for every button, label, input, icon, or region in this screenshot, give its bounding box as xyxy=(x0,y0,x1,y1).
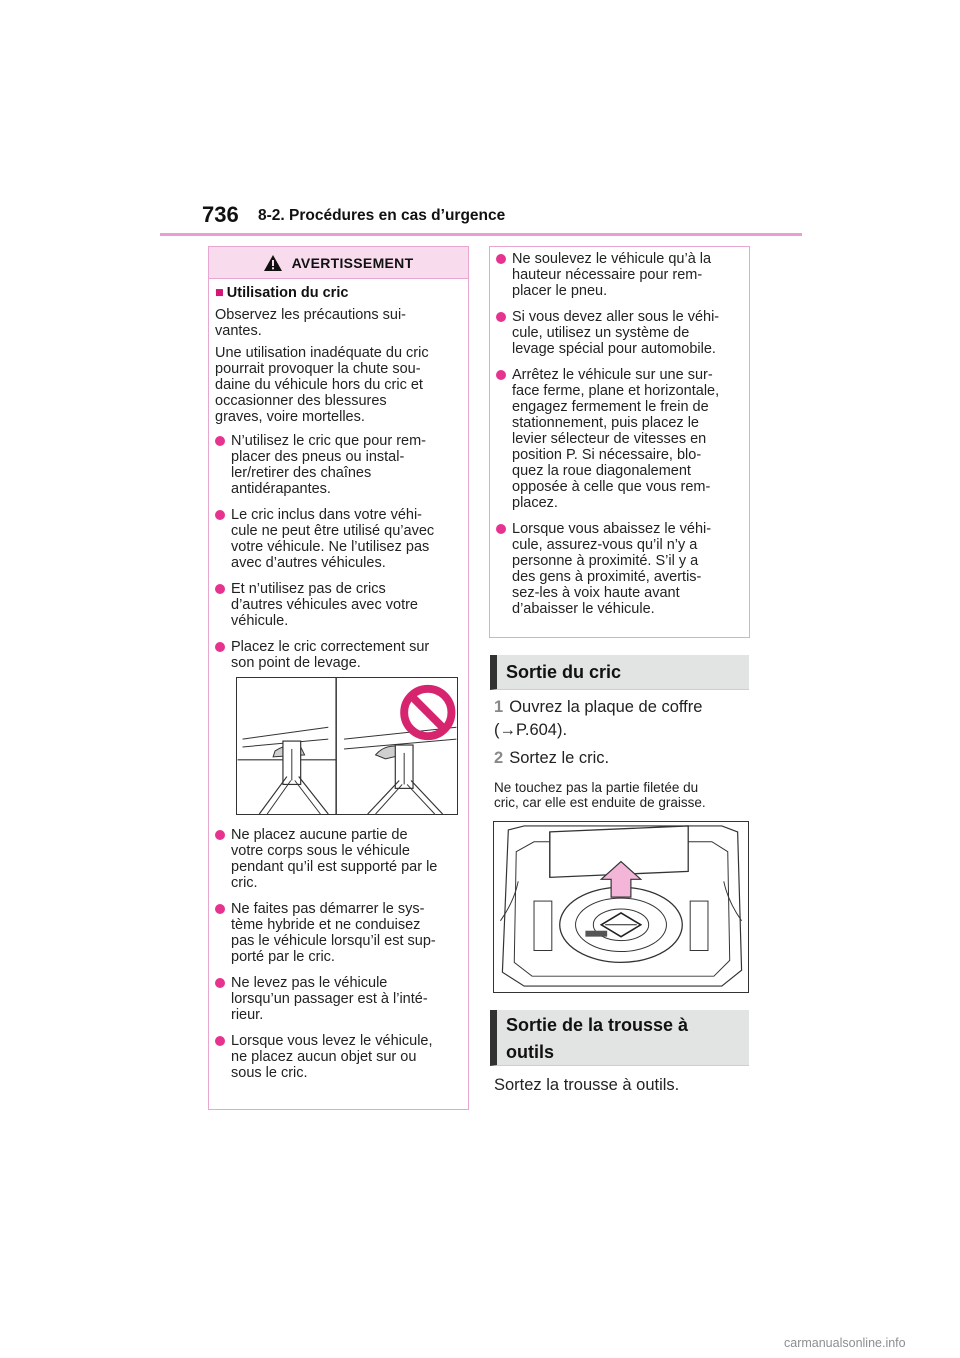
tools-section-heading xyxy=(490,1010,749,1066)
bullet-dot-icon xyxy=(215,642,225,652)
step-2-number: 2 xyxy=(494,749,504,767)
header-rule xyxy=(160,233,802,236)
warning-bullet: Ne placez aucune partie de votre corps sous le véhicule pendant qu’il est supporté par le cric. xyxy=(215,827,461,891)
warning-bullet: Si vous devez aller sous le véhi- cule, utilisez un système de levage spécial pour automobile. xyxy=(496,309,742,357)
warning-title-bar xyxy=(209,247,468,279)
tools-instruction: Sortez la trousse à outils. xyxy=(494,1076,680,1094)
warning-box-continued xyxy=(489,246,750,638)
warning-bullet: Lorsque vous levez le véhicule, ne placez aucun objet sur ou sous le cric. xyxy=(215,1033,461,1081)
bullet-dot-icon xyxy=(496,370,506,380)
grease-note: Ne touchez pas la partie filetée du cric, car elle est enduite de graisse. xyxy=(494,780,706,810)
step-2 xyxy=(494,747,754,770)
watermark: carmanualsonline.info xyxy=(784,1336,906,1350)
prohibition-icon xyxy=(404,689,451,736)
bullet-dot-icon xyxy=(496,524,506,534)
step-1-text: Ouvrez la plaque de coffre (→P.604). xyxy=(494,698,703,739)
warning-subheading-text: Utilisation du cric xyxy=(226,285,349,301)
jack-section-heading: Sortie du cric xyxy=(490,655,749,690)
warning-bullet: N’utilisez le cric que pour rem- placer des pneus ou instal- ler/retirer des chaînes antidérapantes. xyxy=(215,433,461,497)
warning-content-continued xyxy=(490,247,749,617)
step-2-text: Sortez le cric. xyxy=(509,749,610,767)
trunk-jack-illustration xyxy=(493,821,749,993)
warning-bullet: Et n’utilisez pas de crics d’autres véhicules avec votre véhicule. xyxy=(215,581,461,629)
step-1-number: 1 xyxy=(494,698,504,716)
section-heading: 8-2. Procédures en cas d’urgence xyxy=(258,207,506,224)
bullet-dot-icon xyxy=(215,830,225,840)
bullet-dot-icon xyxy=(215,436,225,446)
warning-intro-1: Observez les précautions sui- vantes. xyxy=(215,307,406,339)
warning-bullet: Ne soulevez le véhicule qu’à la hauteur nécessaire pour rem- placer le pneu. xyxy=(496,251,742,299)
warning-bullet: Ne faites pas démarrer le sys- tème hybride et ne conduisez pas le véhicule lorsqu’il est sup- porté par le cric. xyxy=(215,901,461,965)
warning-triangle-icon xyxy=(264,255,282,271)
jack-placement-illustration xyxy=(236,677,458,815)
warning-bullet: Ne levez pas le véhicule lorsqu’un passager est à l’inté- rieur. xyxy=(215,975,461,1023)
warning-content xyxy=(209,279,468,1081)
bullet-dot-icon xyxy=(215,1036,225,1046)
bullet-dot-icon xyxy=(215,510,225,520)
bullet-dot-icon xyxy=(215,978,225,988)
bullet-dot-icon xyxy=(215,584,225,594)
step-1 xyxy=(494,696,754,742)
warning-bullet: Arrêtez le véhicule sur une sur- face ferme, plane et horizontale, engagez fermement le frein de stationnement, puis placez le levier sélecteur de vitesses en position P. Si nécessaire, blo- quez la roue diagonalement opposée à celle que vous rem- placez. xyxy=(496,367,742,511)
tools-section-title: Sortie de la trousse à outils xyxy=(506,1015,689,1062)
bullet-dot-icon xyxy=(496,254,506,264)
warning-box xyxy=(208,246,469,1110)
warning-subheading xyxy=(215,285,461,301)
bullet-dot-icon xyxy=(215,904,225,914)
page-number: 736 xyxy=(202,202,239,227)
warning-bullet: Placez le cric correctement sur son point de levage. xyxy=(215,639,461,671)
warning-bullet: Le cric inclus dans votre véhi- cule ne peut être utilisé qu’avec votre véhicule. Ne l’utilisez pas avec d’autres véhicules. xyxy=(215,507,461,571)
warning-intro-2: Une utilisation inadéquate du cric pourrait provoquer la chute sou- daine du véhicule hors du cric et occasionner des blessures graves, voire mortelles. xyxy=(215,345,429,425)
square-bullet-icon: ■ xyxy=(215,285,224,301)
warning-bullet: Lorsque vous abaissez le véhi- cule, assurez-vous qu’il n’y a personne à proximité. S’il y a des gens à proximité, avertis- sez-les à voix haute avant d’abaisser le véhicule. xyxy=(496,521,742,617)
warning-title: AVERTISSEMENT xyxy=(291,254,414,271)
bullet-dot-icon xyxy=(496,312,506,322)
